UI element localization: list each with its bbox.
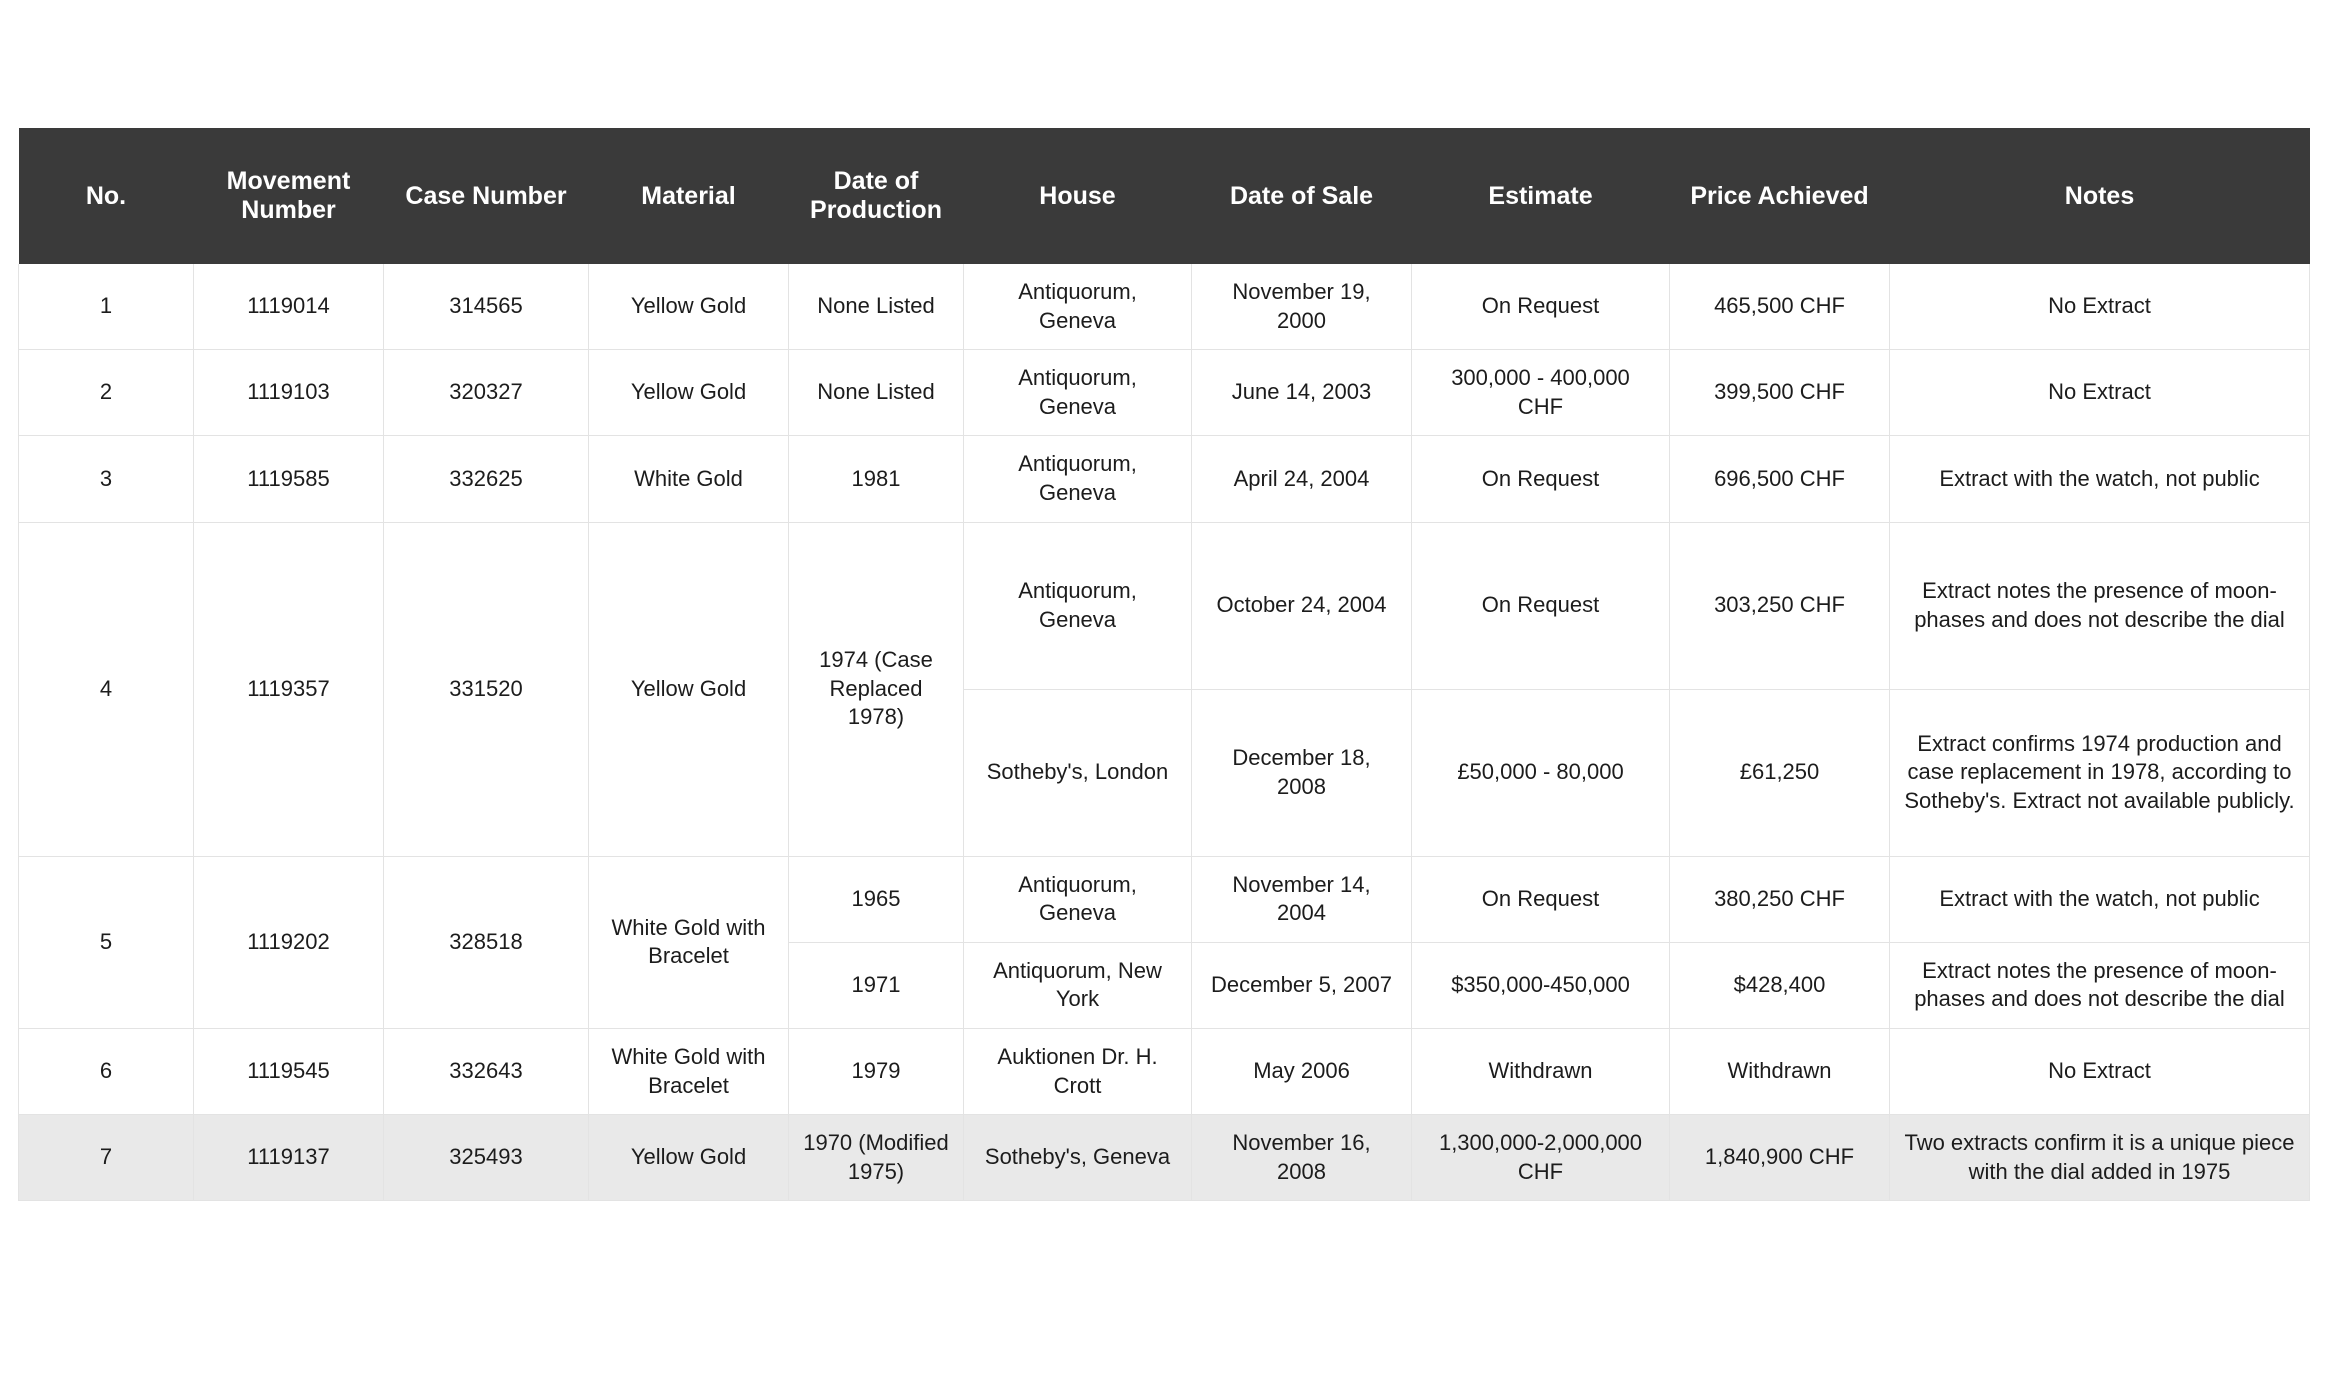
column-header-case-number: Case Number [384,128,589,264]
cell-date-of-sale: November 14, 2004 [1192,856,1412,942]
cell-material: White Gold with Bracelet [589,1028,789,1114]
cell-date-of-production: None Listed [789,350,964,436]
cell-price-achieved: Withdrawn [1670,1028,1890,1114]
cell-estimate: £50,000 - 80,000 [1412,689,1670,856]
cell-notes: Two extracts confirm it is a unique piece with the dial added in 1975 [1890,1115,2310,1201]
table-body [19,264,2310,1201]
cell-price-achieved: $428,400 [1670,942,1890,1028]
cell-estimate: $350,000-450,000 [1412,942,1670,1028]
column-header-estimate: Estimate [1412,128,1670,264]
cell-case-number: 325493 [384,1115,589,1201]
cell-price-achieved: 303,250 CHF [1670,522,1890,689]
table-row [19,522,2310,689]
table-header-row [19,128,2310,264]
cell-date-of-sale: December 5, 2007 [1192,942,1412,1028]
cell-date-of-production: 1965 [789,856,964,942]
cell-house: Auktionen Dr. H. Crott [964,1028,1192,1114]
cell-movement-number: 1119103 [194,350,384,436]
column-header-movement-number: Movement Number [194,128,384,264]
cell-date-of-production: 1971 [789,942,964,1028]
table-row [19,436,2310,522]
table-row [19,264,2310,350]
table-row [19,350,2310,436]
column-header-date-of-sale: Date of Sale [1192,128,1412,264]
cell-date-of-production: 1974 (Case Replaced 1978) [789,522,964,856]
cell-estimate: 1,300,000-2,000,000 CHF [1412,1115,1670,1201]
cell-notes: Extract notes the presence of moon-phases and does not describe the dial [1890,522,2310,689]
cell-material: White Gold [589,436,789,522]
cell-movement-number: 1119545 [194,1028,384,1114]
cell-material: Yellow Gold [589,264,789,350]
cell-date-of-production: 1979 [789,1028,964,1114]
cell-no: 1 [19,264,194,350]
cell-material: White Gold with Bracelet [589,856,789,1028]
cell-date-of-sale: December 18, 2008 [1192,689,1412,856]
cell-house: Antiquorum, Geneva [964,522,1192,689]
cell-price-achieved: £61,250 [1670,689,1890,856]
cell-house: Antiquorum, Geneva [964,350,1192,436]
cell-house: Sotheby's, London [964,689,1192,856]
cell-case-number: 314565 [384,264,589,350]
cell-price-achieved: 399,500 CHF [1670,350,1890,436]
cell-notes: Extract with the watch, not public [1890,436,2310,522]
cell-date-of-sale: October 24, 2004 [1192,522,1412,689]
cell-material: Yellow Gold [589,350,789,436]
cell-house: Sotheby's, Geneva [964,1115,1192,1201]
cell-house: Antiquorum, Geneva [964,436,1192,522]
cell-price-achieved: 1,840,900 CHF [1670,1115,1890,1201]
cell-estimate: On Request [1412,856,1670,942]
cell-movement-number: 1119202 [194,856,384,1028]
cell-price-achieved: 380,250 CHF [1670,856,1890,942]
cell-case-number: 332643 [384,1028,589,1114]
cell-movement-number: 1119357 [194,522,384,856]
cell-date-of-sale: November 19, 2000 [1192,264,1412,350]
column-header-date-of-production: Date of Production [789,128,964,264]
cell-notes: No Extract [1890,264,2310,350]
cell-date-of-production: 1970 (Modified 1975) [789,1115,964,1201]
cell-no: 2 [19,350,194,436]
table-row [19,1115,2310,1201]
cell-estimate: On Request [1412,522,1670,689]
column-header-notes: Notes [1890,128,2310,264]
cell-estimate: On Request [1412,264,1670,350]
cell-date-of-production: None Listed [789,264,964,350]
cell-no: 3 [19,436,194,522]
table-header [19,128,2310,264]
cell-notes: Extract with the watch, not public [1890,856,2310,942]
cell-notes: No Extract [1890,1028,2310,1114]
watch-auction-table [18,128,2310,1201]
cell-date-of-sale: June 14, 2003 [1192,350,1412,436]
cell-no: 4 [19,522,194,856]
cell-movement-number: 1119137 [194,1115,384,1201]
cell-date-of-sale: April 24, 2004 [1192,436,1412,522]
cell-date-of-production: 1981 [789,436,964,522]
cell-material: Yellow Gold [589,1115,789,1201]
cell-estimate: Withdrawn [1412,1028,1670,1114]
cell-house: Antiquorum, Geneva [964,856,1192,942]
cell-price-achieved: 696,500 CHF [1670,436,1890,522]
cell-case-number: 331520 [384,522,589,856]
cell-case-number: 328518 [384,856,589,1028]
cell-no: 5 [19,856,194,1028]
column-header-no: No. [19,128,194,264]
cell-case-number: 332625 [384,436,589,522]
cell-movement-number: 1119585 [194,436,384,522]
cell-case-number: 320327 [384,350,589,436]
cell-estimate: 300,000 - 400,000 CHF [1412,350,1670,436]
cell-house: Antiquorum, Geneva [964,264,1192,350]
cell-no: 7 [19,1115,194,1201]
table-row [19,1028,2310,1114]
cell-estimate: On Request [1412,436,1670,522]
cell-house: Antiquorum, New York [964,942,1192,1028]
cell-notes: Extract confirms 1974 production and case replacement in 1978, according to Sotheby's. Extract not available publicly. [1890,689,2310,856]
cell-no: 6 [19,1028,194,1114]
column-header-house: House [964,128,1192,264]
cell-notes: No Extract [1890,350,2310,436]
cell-date-of-sale: November 16, 2008 [1192,1115,1412,1201]
cell-date-of-sale: May 2006 [1192,1028,1412,1114]
cell-material: Yellow Gold [589,522,789,856]
column-header-price-achieved: Price Achieved [1670,128,1890,264]
cell-movement-number: 1119014 [194,264,384,350]
cell-notes: Extract notes the presence of moon-phases and does not describe the dial [1890,942,2310,1028]
cell-price-achieved: 465,500 CHF [1670,264,1890,350]
column-header-material: Material [589,128,789,264]
table-row [19,856,2310,942]
